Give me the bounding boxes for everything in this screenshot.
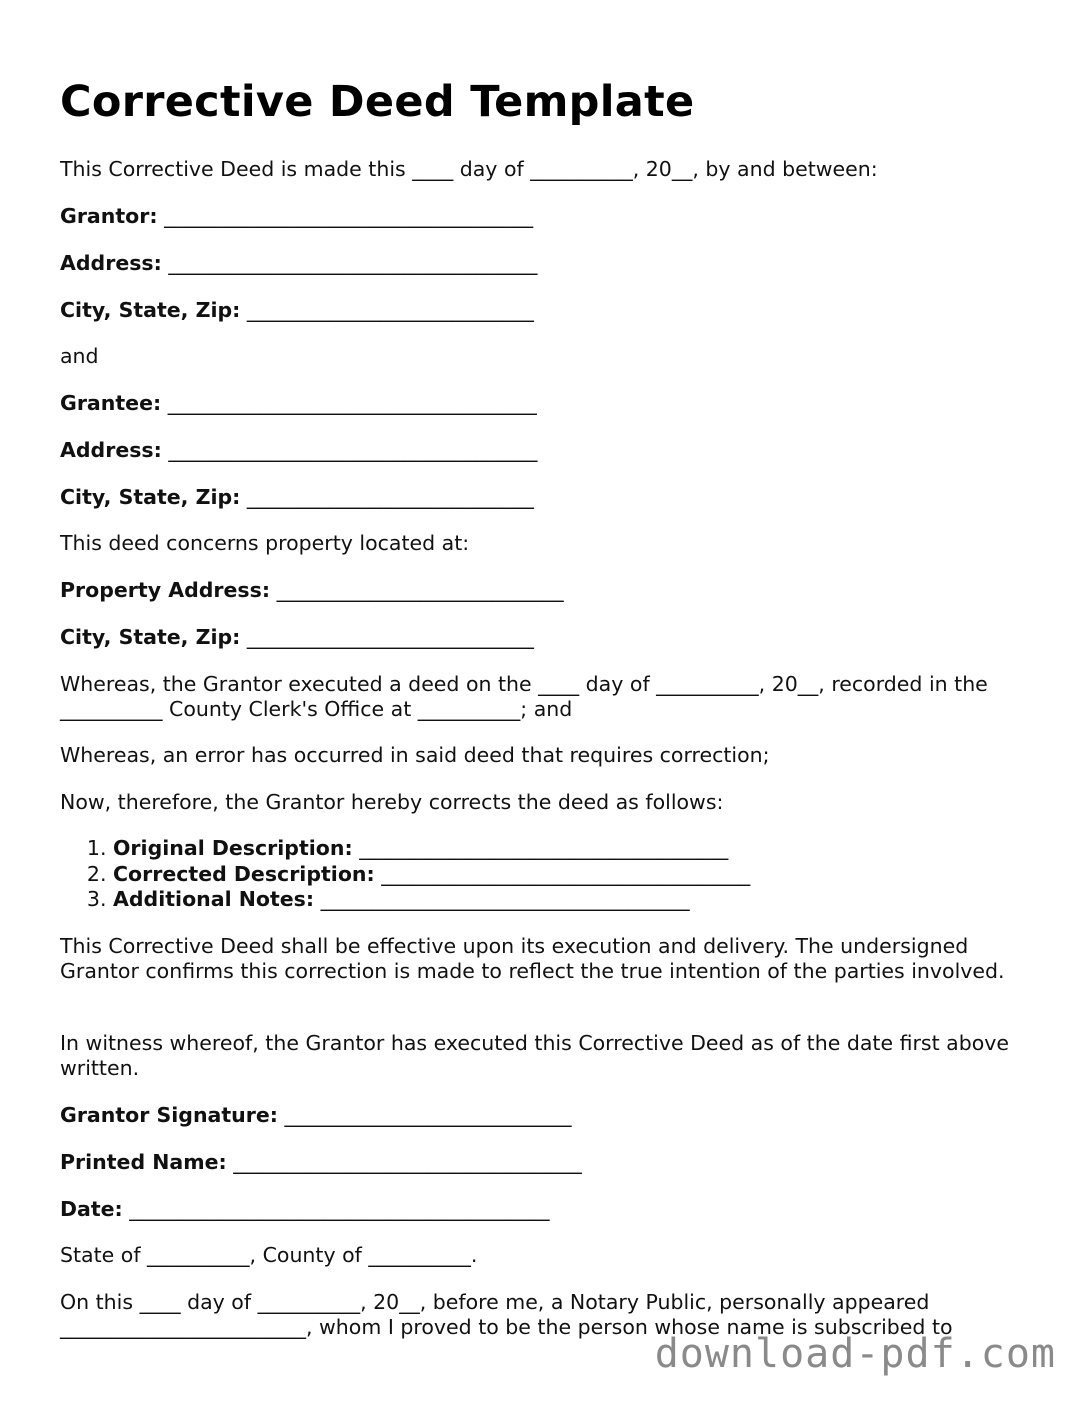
property-address-label: Property Address: [60,578,271,602]
printed-name-label: Printed Name: [60,1150,227,1174]
whereas-error-paragraph: Whereas, an error has occurred in said deed that requires correction; [60,743,770,767]
grantee-name-blank: ____________________________________ [167,391,537,415]
watermark: download-pdf.com [654,1331,1056,1377]
grantee-name-field [60,391,537,416]
property-address-blank: ____________________________ [276,578,564,602]
date-blank: _________________________________________ [129,1197,550,1221]
grantor-csz-field [60,298,534,323]
grantor-signature-label: Grantor Signature: [60,1103,278,1127]
property-csz-field [60,625,534,650]
printed-name-blank: __________________________________ [233,1150,582,1174]
property-csz-blank: ____________________________ [246,625,534,649]
grantor-signature-blank: ____________________________ [284,1103,572,1127]
date-label: Date: [60,1197,123,1221]
date-field [60,1197,550,1222]
printed-name-field [60,1150,582,1175]
grantee-address-blank: ____________________________________ [168,438,538,462]
intro-text: This Corrective Deed is made this ____ day of __________, 20__, by and between: [60,157,878,181]
witness-paragraph: In witness whereof, the Grantor has executed this Corrective Deed as of the date first above written. [60,1031,1010,1080]
grantor-signature-field [60,1103,572,1128]
original-description-blank: ____________________________________ [359,836,729,860]
grantee-address-field [60,438,537,463]
grantor-csz-blank: ____________________________ [246,298,534,322]
grantor-csz-label: City, State, Zip: [60,298,241,322]
list-item [113,887,750,913]
grantee-name-label: Grantee: [60,391,162,415]
corrected-description-blank: ____________________________________ [381,861,751,886]
corrected-description-label: Corrected Description: [113,861,375,886]
additional-notes-blank: ____________________________________ [320,887,690,911]
document-title: Corrective Deed Template [60,77,695,127]
list-item [113,862,750,888]
property-intro: This deed concerns property located at: [60,531,470,555]
property-csz-label: City, State, Zip: [60,625,241,649]
grantee-csz-label: City, State, Zip: [60,485,241,509]
original-description-label: Original Description: [113,836,353,860]
list-item [113,836,750,862]
corrections-list [60,836,750,913]
grantor-name-blank: ____________________________________ [164,204,534,228]
grantor-address-blank: ____________________________________ [168,251,538,275]
grantor-address-field [60,251,537,276]
additional-notes-label: Additional Notes: [113,887,315,911]
grantee-address-label: Address: [60,438,162,462]
grantee-csz-blank: ____________________________ [246,485,534,509]
grantor-name-field [60,204,533,229]
now-therefore-paragraph: Now, therefore, the Grantor hereby corrects the deed as follows: [60,790,724,814]
and-text: and [60,344,99,368]
grantor-address-label: Address: [60,251,162,275]
state-county-line: State of __________, County of __________. [60,1243,478,1267]
grantee-csz-field [60,485,534,510]
notary-paragraph: On this ____ day of __________, 20__, before me, a Notary Public, personally appeared ________________________, whom I proved to be the person whose name is subscribed to [60,1290,953,1339]
effective-paragraph: This Corrective Deed shall be effective upon its execution and delivery. The undersigned Grantor confirms this correction is made to reflect the true intention of the parties involved. [60,934,1005,983]
whereas-executed-paragraph: Whereas, the Grantor executed a deed on the ____ day of __________, 20__, recorded in the __________ County Clerk's Office at __________; and [60,672,988,721]
property-address-field [60,578,564,603]
grantor-name-label: Grantor: [60,204,158,228]
